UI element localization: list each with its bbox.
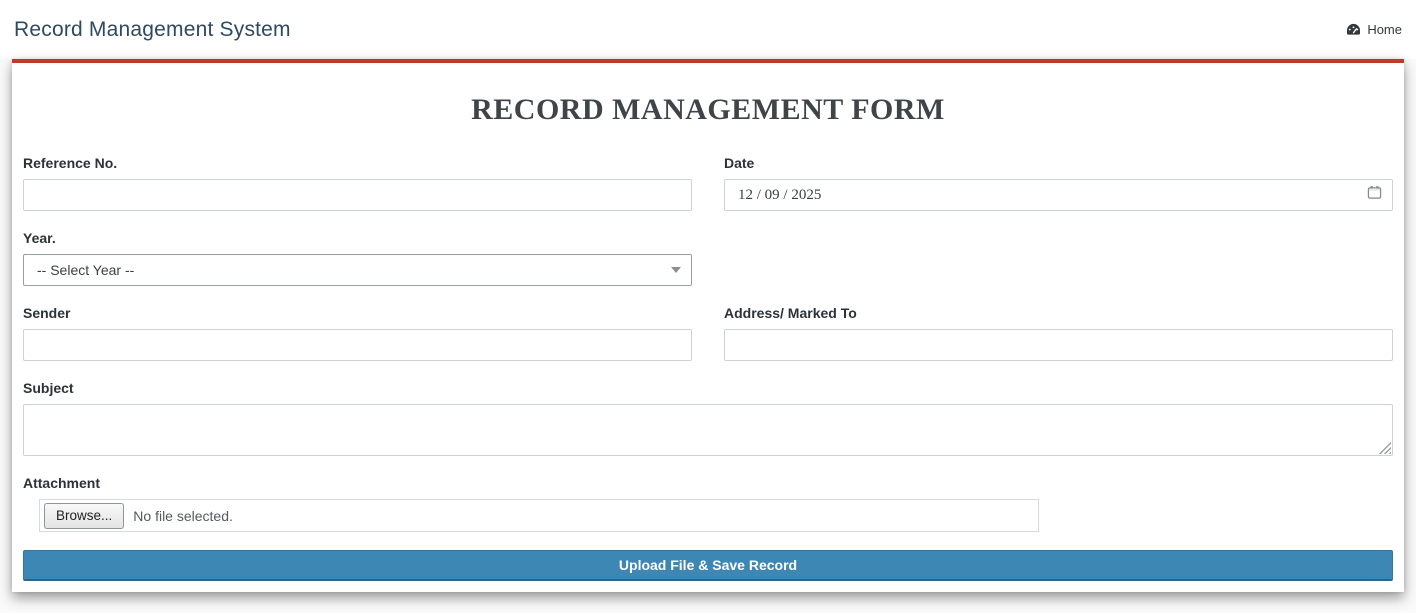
record-management-form bbox=[23, 155, 1393, 581]
dashboard-icon bbox=[1346, 23, 1361, 36]
year-select[interactable] bbox=[23, 254, 692, 286]
browse-button[interactable]: Browse... bbox=[44, 503, 124, 529]
date-value: 12 / 09 / 2025 bbox=[738, 186, 822, 203]
top-navbar bbox=[0, 0, 1416, 59]
address-label: Address/ Marked To bbox=[724, 305, 857, 321]
chevron-down-icon bbox=[671, 267, 681, 273]
file-status-text: No file selected. bbox=[133, 507, 233, 524]
attachment-file-input[interactable] bbox=[39, 499, 1039, 532]
sender-input[interactable] bbox=[23, 329, 692, 361]
subject-textarea[interactable] bbox=[23, 404, 1393, 456]
calendar-icon[interactable] bbox=[1367, 185, 1382, 205]
year-selected-option: -- Select Year -- bbox=[37, 262, 135, 278]
date-field-group bbox=[724, 155, 1393, 211]
reference-label: Reference No. bbox=[23, 155, 118, 171]
year-field-group bbox=[23, 230, 692, 286]
upload-save-button[interactable]: Upload File & Save Record bbox=[23, 550, 1393, 581]
sender-label: Sender bbox=[23, 305, 71, 321]
home-label: Home bbox=[1367, 22, 1402, 37]
reference-input[interactable] bbox=[23, 179, 692, 211]
sender-field-group bbox=[23, 305, 692, 361]
reference-field-group bbox=[23, 155, 692, 211]
date-input[interactable] bbox=[724, 179, 1393, 211]
address-field-group bbox=[724, 305, 1393, 361]
date-label: Date bbox=[724, 155, 755, 171]
record-form-card bbox=[12, 59, 1404, 592]
app-title: Record Management System bbox=[14, 17, 291, 41]
form-title: RECORD MANAGEMENT FORM bbox=[471, 93, 945, 126]
home-link[interactable] bbox=[1346, 22, 1402, 37]
attachment-label: Attachment bbox=[23, 475, 101, 491]
subject-label: Subject bbox=[23, 380, 74, 396]
address-input[interactable] bbox=[724, 329, 1393, 361]
year-label: Year. bbox=[23, 230, 56, 246]
subject-field-group bbox=[23, 380, 1393, 456]
attachment-field-group bbox=[23, 475, 1393, 532]
